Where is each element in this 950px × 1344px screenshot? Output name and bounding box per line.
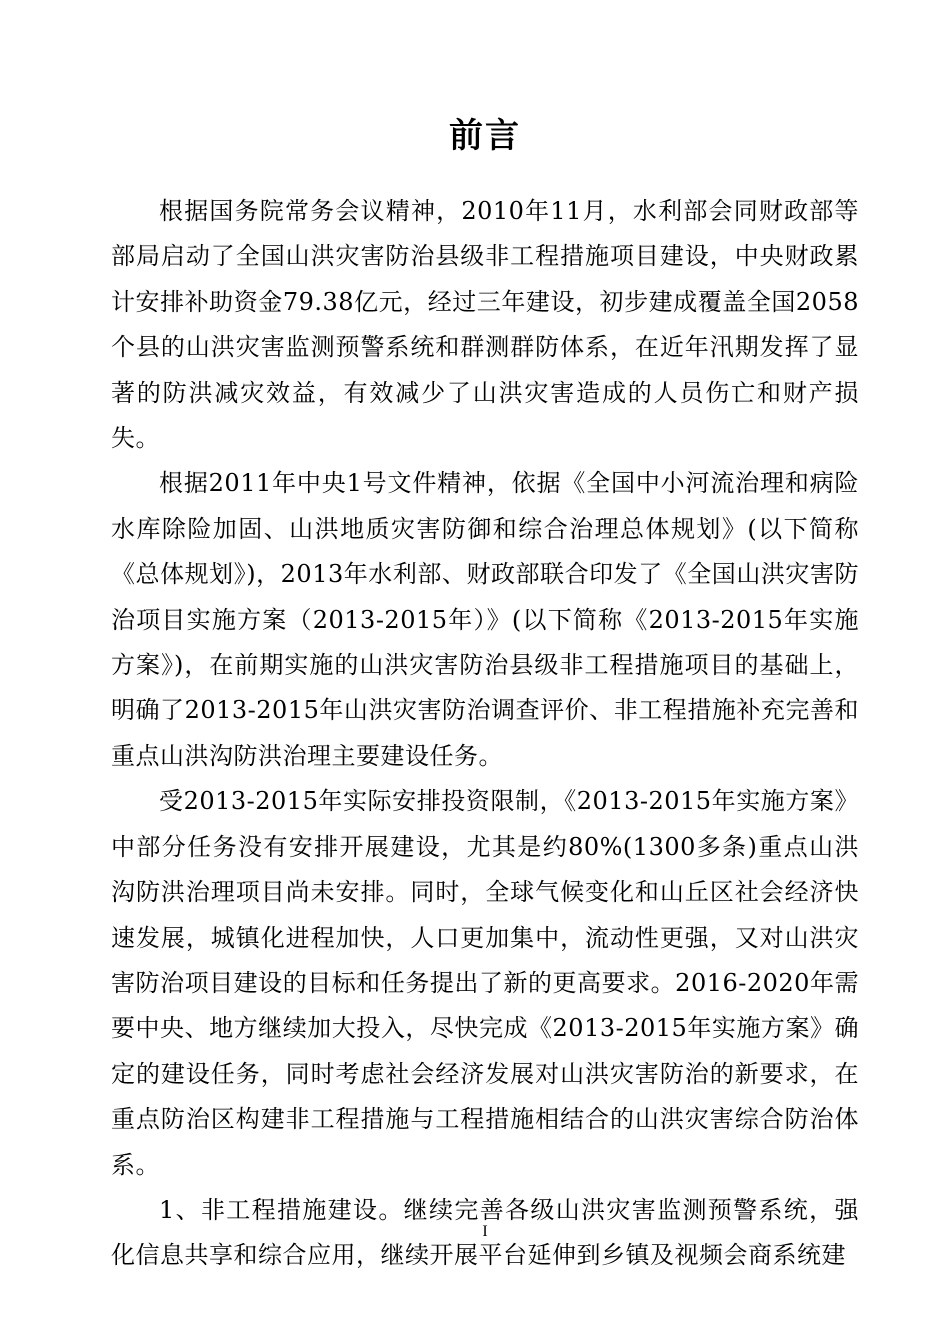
paragraph-3: 受2013-2015年实际安排投资限制，《2013-2015年实施方案》中部分任务没有安排开展建设，尤其是约80%(1300多条)重点山洪沟防洪治理项目尚未安排。同时，全球气候变化和山丘区社会经济快速发展，城镇化进程加快，人口更加集中，流动性更强，又对山洪灾害防治项目建设的目标和任务提出了新的更高要求。2016-2020年需要中央、地方继续加大投入，尽快完成《2013-2015年实施方案》确定的建设任务，同时考虑社会经济发展对山洪灾害防治的新要求，在重点防治区构建非工程措施与工程措施相结合的山洪灾害综合防治体系。 [111,787,859,1179]
page-number: I [482,1223,488,1240]
paragraph-2: 根据2011年中央1号文件精神，依据《全国中小河流治理和病险水库除险加固、山洪地质灾害防御和综合治理总体规划》(以下简称《总体规划》)，2013年水利部、财政部联合印发了《全国山洪灾害防治项目实施方案（2013-2015年）》(以下简称《2013-2015年实施方案》)，在前期实施的山洪灾害防治县级非工程措施项目的基础上，明确了2013-2015年山洪灾害防治调查评价、非工程措施补充完善和重点山洪沟防洪治理主要建设任务。 [111,469,859,770]
body-text [111,189,859,1279]
paragraph-1: 根据国务院常务会议精神，2010年11月，水利部会同财政部等部局启动了全国山洪灾害防治县级非工程措施项目建设，中央财政累计安排补助资金79.38亿元，经过三年建设，初步建成覆盖全国2058个县的山洪灾害监测预警系统和群测群防体系，在近年汛期发挥了显著的防洪减灾效益，有效减少了山洪灾害造成的人员伤亡和财产损失。 [111,197,859,453]
page-title: 前言 [449,116,521,156]
paragraph-4: 1、非工程措施建设。继续完善各级山洪灾害监测预警系统，强化信息共享和综合应用，继续开展平台延伸到乡镇及视频会商系统建 [111,1195,859,1270]
